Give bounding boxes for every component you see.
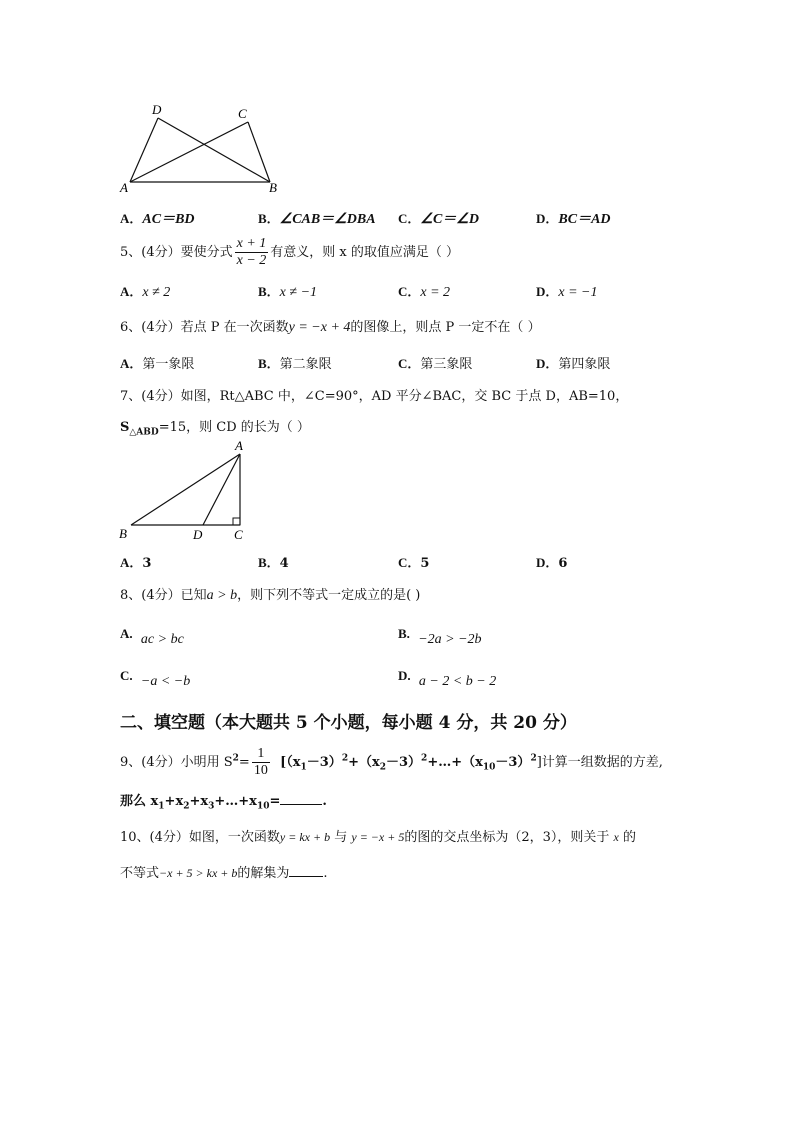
- q5-option-a-value: x ≠ 2: [142, 285, 171, 300]
- q6-option-a-label: A．: [120, 356, 143, 371]
- q8-option-d-value: a − 2 < b − 2: [418, 674, 497, 689]
- section-2-title: 二、填空题（本大题共 5 个小题，每小题 4 分，共 20 分）: [120, 713, 577, 733]
- q6-suffix: 的图像上，则点 P 一定不在（ ）: [350, 320, 541, 335]
- fig2-label-c: C: [234, 527, 243, 542]
- q10-stem-line2: [120, 862, 328, 881]
- q9-term3: －3）: [386, 755, 422, 770]
- q10-line2-end: .: [323, 866, 328, 881]
- q7-stem-line1: 7、(4分）如图，Rt△ABC 中，∠C=90°，AD 平分∠BAC，交 BC 于点 D，AB=10，: [120, 389, 629, 404]
- q9-l-plus1: +x: [164, 794, 184, 809]
- q7-option-c-value: 5: [420, 556, 430, 571]
- q8-option-a[interactable]: [120, 626, 184, 647]
- fig1-segment-bc: [248, 122, 270, 182]
- q7-stem-line2: [120, 416, 310, 438]
- q8-option-a-value: ac > bc: [140, 632, 184, 647]
- q10-math2: y = −x + 5: [351, 830, 405, 844]
- q5-option-b-value: x ≠ −1: [279, 285, 318, 300]
- q9-sub-1: 1: [300, 762, 307, 773]
- q9-sub-10: 10: [482, 762, 496, 773]
- q10-answer-blank[interactable]: [289, 864, 323, 877]
- q5-prefix: 5、(4分）要使分式: [120, 245, 233, 260]
- q9-pow-3: 2: [530, 753, 537, 764]
- q6-option-c[interactable]: [398, 353, 472, 372]
- fig1-segment-ad: [130, 118, 158, 182]
- q8-stem: [120, 584, 420, 604]
- q7-area-symbol: [120, 420, 159, 438]
- q7-area-s: S: [120, 420, 130, 435]
- q8-option-b-label: B.: [398, 626, 410, 641]
- q6-stem: [120, 316, 541, 336]
- q9-l-sub-1: 1: [158, 801, 165, 812]
- q6-option-b-value: 第二象限: [279, 357, 332, 372]
- q7-option-c[interactable]: [398, 552, 429, 571]
- q9-formula: [280, 753, 537, 773]
- q10-math3: x: [613, 830, 619, 844]
- figure-quadrilateral: [118, 100, 288, 195]
- q7-option-d[interactable]: [536, 552, 567, 571]
- q6-option-d-label: D．: [536, 356, 559, 371]
- q9-answer-blank[interactable]: [280, 792, 322, 805]
- q5-option-c-label: C．: [398, 284, 421, 299]
- q10-prefix: 10、(4分）如图，一次函数: [120, 830, 280, 845]
- q5-option-d-label: D．: [536, 284, 559, 299]
- q6-option-c-label: C．: [398, 356, 421, 371]
- q8-option-b[interactable]: [398, 626, 482, 647]
- q5-option-b-label: B．: [258, 284, 280, 299]
- q6-option-b-label: B．: [258, 356, 280, 371]
- q5-option-c-value: x = 2: [420, 285, 451, 300]
- q4-option-b-label: B．: [258, 211, 280, 226]
- q9-term4: +…+（x: [427, 755, 483, 770]
- q9-s-squared: 2: [232, 753, 239, 764]
- q9-line2-prefix: 那么 x: [120, 794, 159, 809]
- q9-pow-2: 2: [421, 753, 428, 764]
- q10-line2-prefix: 不等式: [120, 866, 160, 881]
- q4-option-d[interactable]: [536, 208, 611, 228]
- q6-option-a[interactable]: [120, 353, 194, 372]
- q9-stem-line1: [120, 746, 663, 779]
- q8-math: a > b: [206, 588, 238, 603]
- fig1-segment-ac: [130, 122, 248, 182]
- q9-pow-1: 2: [341, 753, 349, 764]
- q8-suffix: ，则下列不等式一定成立的是( ): [237, 588, 421, 603]
- q5-suffix: 有意义，则 x 的取值应满足（ ）: [270, 245, 460, 260]
- q6-option-d[interactable]: [536, 353, 610, 372]
- figure-right-triangle: [115, 438, 255, 546]
- q9-fraction: [252, 746, 270, 779]
- q9-sub-2: 2: [379, 762, 386, 773]
- q9-stem-line2: [120, 790, 327, 812]
- q9-suffix: ]计算一组数据的方差,: [536, 755, 663, 770]
- q8-option-c-value: −a < −b: [140, 674, 191, 689]
- fig1-label-c: C: [238, 106, 247, 121]
- q4-option-b[interactable]: [258, 208, 376, 228]
- q10-end1: 的: [622, 830, 636, 845]
- q7-option-b[interactable]: [258, 552, 289, 571]
- q10-stem-line1: [120, 826, 636, 845]
- q4-option-d-value: BC＝AD: [558, 212, 611, 227]
- q9-l-sub-10: 10: [256, 801, 270, 812]
- q7-option-a-label: A．: [120, 555, 143, 570]
- fig1-label-b: B: [269, 180, 277, 195]
- q7-option-a-value: 3: [142, 556, 152, 571]
- q5-option-d[interactable]: [536, 281, 598, 301]
- q8-option-b-value: −2a > −2b: [418, 632, 482, 647]
- q6-math: y = −x + 4: [288, 320, 351, 335]
- q9-term1: －3）: [306, 755, 342, 770]
- q9-l-sub-2: 2: [183, 801, 190, 812]
- q7-option-b-label: B．: [258, 555, 280, 570]
- fig2-right-angle-mark: [233, 518, 240, 525]
- fig2-segment-ad: [203, 454, 240, 525]
- q6-option-a-value: 第一象限: [142, 357, 195, 372]
- q9-l-sub-3: 3: [208, 801, 215, 812]
- fig2-label-a: A: [235, 438, 243, 453]
- fig1-label-d: D: [152, 102, 162, 117]
- q7-option-b-value: 4: [279, 556, 289, 571]
- q10-math1: y = kx + b: [279, 830, 331, 844]
- q10-line2-suffix: 的解集为: [237, 866, 290, 881]
- q7-option-d-value: 6: [558, 556, 568, 571]
- q9-l-plus2: +x: [189, 794, 209, 809]
- q5-option-a-label: A．: [120, 284, 143, 299]
- q8-option-d[interactable]: [398, 668, 497, 689]
- q9-line2-end: .: [322, 794, 327, 809]
- q7-option-c-label: C．: [398, 555, 421, 570]
- q9-l-plus3: +…+x: [214, 794, 257, 809]
- q4-option-a-label: A．: [120, 211, 143, 226]
- q9-fraction-numerator: 1: [252, 746, 270, 763]
- q8-option-c[interactable]: [120, 668, 191, 689]
- q7-option-d-label: D．: [536, 555, 559, 570]
- q6-prefix: 6、(4分）若点 P 在一次函数: [120, 320, 289, 335]
- q4-option-c-value: ∠C＝∠D: [420, 212, 479, 227]
- q9-eq: =: [238, 755, 250, 770]
- q9-term2: +（x: [348, 755, 380, 770]
- q9-term5: －3）: [495, 755, 531, 770]
- fig2-label-d: D: [193, 527, 203, 542]
- q10-mid1: 与: [334, 830, 348, 845]
- q9-line2-eq: =: [269, 794, 281, 809]
- q6-option-b[interactable]: [258, 353, 332, 372]
- q8-option-d-label: D.: [398, 668, 411, 683]
- q6-option-c-value: 第三象限: [420, 357, 473, 372]
- q7-area-subscript: △ABD: [129, 427, 159, 438]
- q4-option-b-value: ∠CAB＝∠DBA: [279, 212, 376, 227]
- q7-option-a[interactable]: [120, 552, 151, 571]
- q5-fraction-denominator: x − 2: [236, 253, 267, 268]
- q4-option-d-label: D．: [536, 211, 559, 226]
- q4-option-a[interactable]: [120, 208, 195, 228]
- fig1-label-a: A: [120, 180, 128, 195]
- q10-mid2: 的图的交点坐标为（2，3），则关于: [404, 830, 610, 845]
- q4-option-c-label: C．: [398, 211, 421, 226]
- fig1-segment-db: [158, 118, 270, 182]
- fig2-label-b: B: [119, 526, 127, 541]
- q5-stem: [120, 236, 459, 269]
- q5-option-a[interactable]: [120, 281, 170, 301]
- q8-option-c-label: C.: [120, 668, 133, 683]
- q6-option-d-value: 第四象限: [558, 357, 611, 372]
- q7-line2-rest: =15，则 CD 的长为（ ）: [158, 420, 310, 435]
- q9-fraction-denominator: 10: [253, 763, 268, 778]
- q5-fraction: [235, 236, 269, 269]
- q8-prefix: 8、(4分）已知: [120, 588, 207, 603]
- q5-option-c[interactable]: [398, 281, 450, 301]
- q10-math4: −x + 5 > kx + b: [159, 866, 238, 880]
- q8-option-a-label: A.: [120, 626, 133, 641]
- q4-option-a-value: AC＝BD: [142, 212, 195, 227]
- q5-fraction-numerator: x + 1: [236, 236, 267, 251]
- q5-option-b[interactable]: [258, 281, 317, 301]
- q9-prefix: 9、(4分）小明用 S: [120, 755, 233, 770]
- q4-option-c[interactable]: [398, 208, 479, 228]
- fig2-segment-ab: [131, 454, 240, 525]
- q5-option-d-value: x = −1: [558, 285, 598, 300]
- q9-bracket: [（x: [280, 755, 301, 770]
